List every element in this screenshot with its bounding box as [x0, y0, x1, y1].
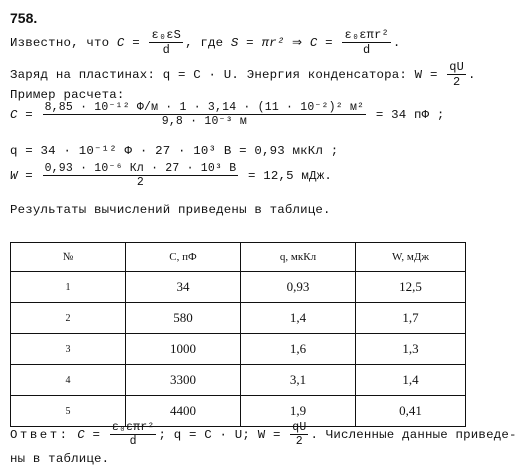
cell-charge: 1,9: [241, 396, 356, 427]
calculation-charge: q = 34 · 10⁻¹² Ф · 27 · 10³ В = 0,93 мкКл ;: [10, 144, 339, 158]
answer-c-lhs: C =: [77, 427, 101, 442]
formula-line-capacitance: [10, 28, 401, 57]
cell-capacitance: 4400: [126, 396, 241, 427]
example-heading: Пример расчета:: [10, 88, 125, 102]
where-text: , где: [185, 35, 224, 50]
answer-fraction-energy: [290, 421, 308, 448]
fraction-capacitance: [149, 28, 183, 57]
cell-energy: 1,4: [356, 365, 466, 396]
intro-text: Известно, что: [10, 35, 110, 50]
problem-number: 758.: [10, 10, 38, 26]
equals-sign: =: [132, 35, 140, 50]
fraction-energy: [447, 60, 466, 89]
fraction-denominator: 2: [136, 176, 144, 189]
results-table: [10, 242, 466, 427]
cell-charge: 1,6: [241, 334, 356, 365]
fraction-numerator: ε₀επr²: [111, 421, 155, 434]
fraction-denominator: 9,8 · 10⁻³ м: [161, 115, 247, 128]
fraction-numerator: 8,85 · 10⁻¹² Ф/м · 1 · 3,14 · (11 · 10⁻²)² м²: [44, 101, 365, 114]
table-header-row: [11, 243, 466, 272]
cell-number: 4: [11, 365, 126, 396]
table-row: [11, 334, 466, 365]
fraction-numerator: ε₀επr²: [344, 28, 389, 42]
calculation-capacitance: [10, 101, 445, 128]
fraction-capacitance-radius: [342, 28, 390, 57]
calculation-energy: [10, 162, 332, 189]
cell-charge: 1,4: [241, 303, 356, 334]
cell-energy: 1,3: [356, 334, 466, 365]
fraction-denominator: 2: [452, 75, 461, 89]
fraction-denominator: d: [362, 43, 371, 57]
result-capacitance: = 34 пФ ;: [375, 107, 445, 122]
fraction-calc-energy: [43, 162, 239, 189]
header-charge: q, мкКл: [241, 243, 356, 272]
fraction-numerator: qU: [292, 421, 307, 434]
symbol-c-second: C =: [309, 35, 333, 50]
table-row: [11, 303, 466, 334]
cell-capacitance: 3300: [126, 365, 241, 396]
fraction-numerator: ε₀εS: [151, 28, 182, 42]
table-row: [11, 272, 466, 303]
header-energy: W, мДж: [356, 243, 466, 272]
fraction-denominator: 2: [295, 435, 303, 448]
charge-energy-text: Заряд на пластинах: q = C · U. Энергия конденсатора: W =: [10, 67, 438, 82]
answer-separator: ; q = C · U; W =: [158, 427, 281, 442]
fraction-calc-capacitance: [43, 101, 367, 128]
result-energy: = 12,5 мДж.: [247, 168, 332, 183]
cell-energy: 0,41: [356, 396, 466, 427]
cell-number: 3: [11, 334, 126, 365]
lhs: W =: [10, 168, 33, 183]
formula-line-charge-energy: [10, 60, 476, 89]
cell-energy: 12,5: [356, 272, 466, 303]
cell-energy: 1,7: [356, 303, 466, 334]
cell-charge: 0,93: [241, 272, 356, 303]
fraction-denominator: d: [129, 435, 137, 448]
implies-arrow: ⇒: [292, 34, 303, 49]
period: .: [392, 35, 401, 50]
header-capacitance: C, пФ: [126, 243, 241, 272]
period: .: [468, 67, 476, 82]
answer-line-2: ны в таблице.: [10, 452, 110, 466]
symbol-c: C: [116, 35, 125, 50]
cell-capacitance: 1000: [126, 334, 241, 365]
fraction-numerator: qU: [449, 60, 465, 74]
answer-tail: . Численные данные приведе-: [310, 427, 517, 442]
fraction-numerator: 0,93 · 10⁻⁶ Кл · 27 · 10³ В: [44, 162, 237, 175]
answer-label: Ответ:: [10, 427, 70, 442]
table-row: [11, 365, 466, 396]
cell-charge: 3,1: [241, 365, 356, 396]
area-expression: S = πr²: [230, 35, 285, 50]
cell-capacitance: 580: [126, 303, 241, 334]
answer-fraction-capacitance: [110, 421, 157, 448]
header-number: №: [11, 243, 126, 272]
cell-number: 5: [11, 396, 126, 427]
cell-capacitance: 34: [126, 272, 241, 303]
cell-number: 1: [11, 272, 126, 303]
cell-number: 2: [11, 303, 126, 334]
lhs: C =: [10, 107, 33, 122]
fraction-denominator: d: [162, 43, 170, 57]
table-intro: Результаты вычислений приведены в таблице.: [10, 203, 331, 217]
answer-line: [10, 421, 517, 448]
